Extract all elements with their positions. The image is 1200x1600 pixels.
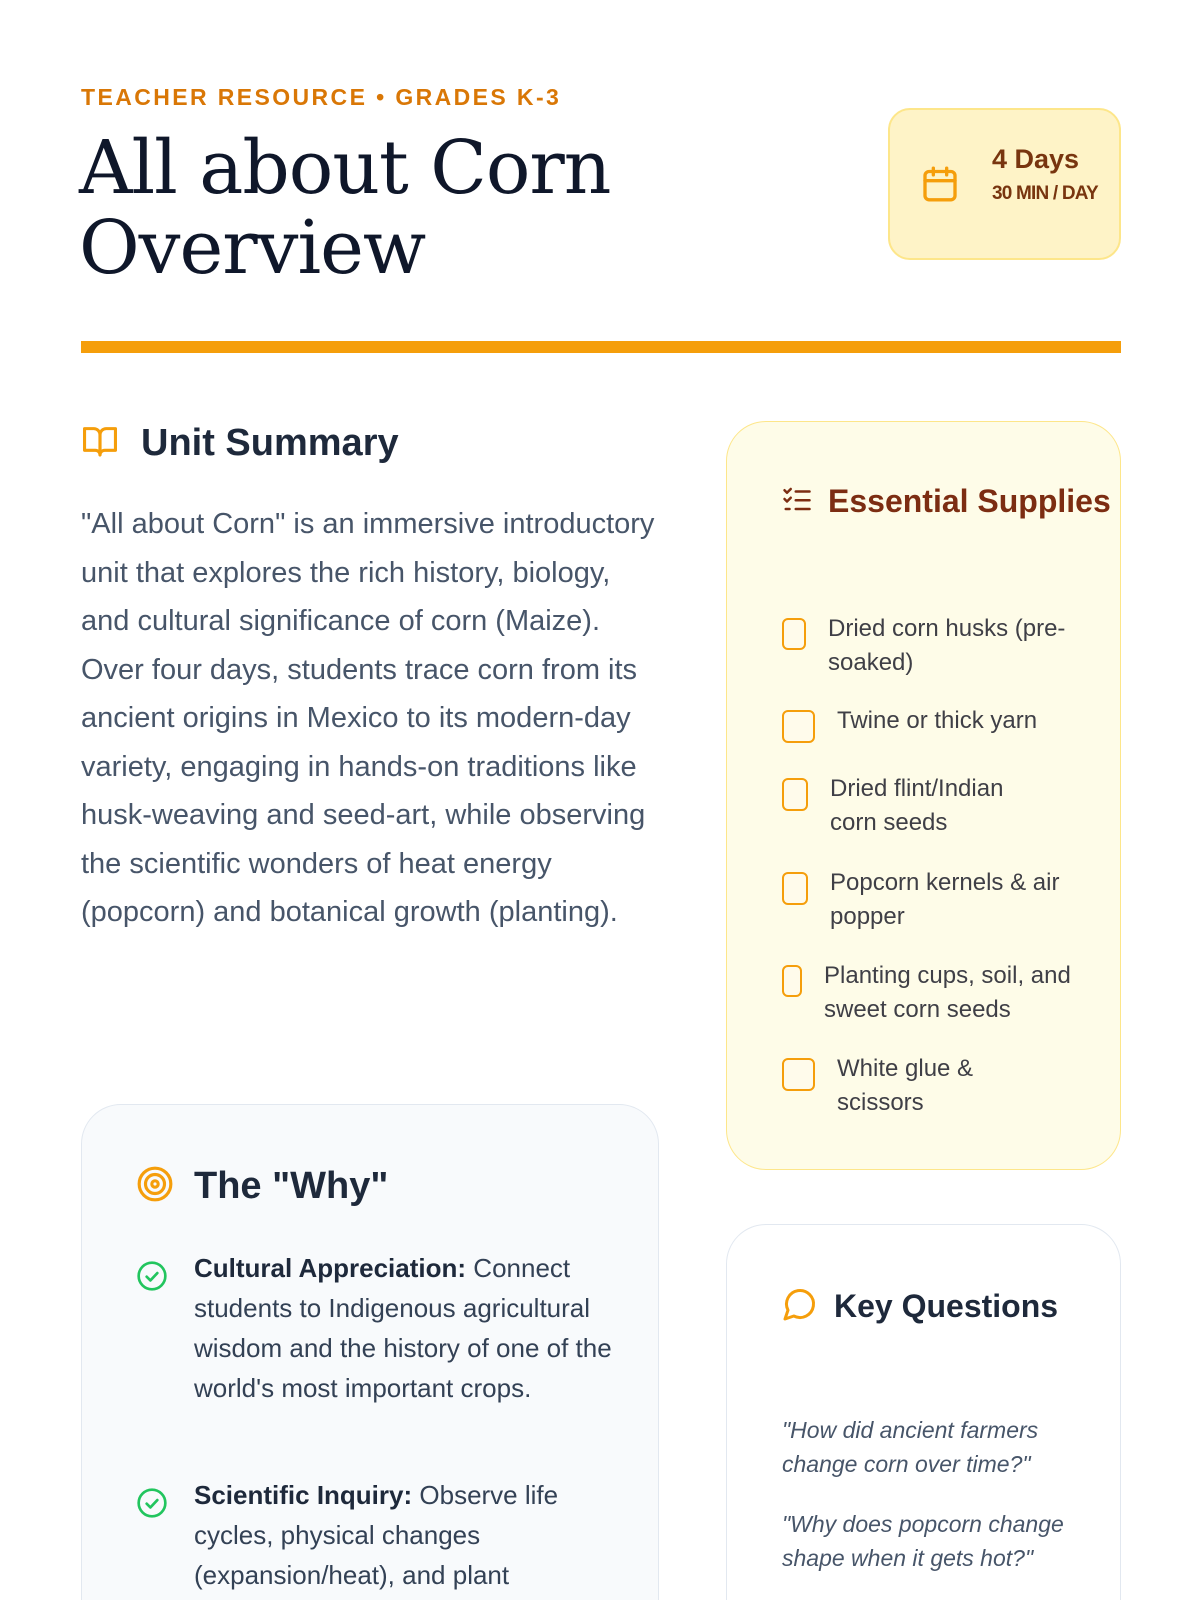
target-icon	[136, 1165, 174, 1208]
why-heading	[136, 1165, 388, 1208]
page-title-line-1: All about Corn	[79, 125, 611, 211]
supply-label: Dried corn husks (pre-soaked)	[828, 615, 1066, 676]
supply-label: Dried flint/Indian corn seeds	[830, 775, 1004, 836]
check-circle-icon	[136, 1487, 168, 1524]
supply-checkbox[interactable]	[782, 618, 806, 650]
supplies-title: Essential Supplies	[828, 483, 1111, 519]
unit-summary-heading	[81, 422, 399, 465]
key-questions-title: Key Questions	[834, 1288, 1059, 1324]
duration-per-day: 30 MIN / DAY	[992, 183, 1098, 204]
key-questions-card	[726, 1224, 1121, 1600]
supplies-card	[726, 421, 1121, 1170]
eyebrow-label: TEACHER RESOURCE • GRADES K-3	[81, 84, 562, 110]
supply-label: Planting cups, soil, and sweet corn seeds	[824, 962, 1071, 1023]
unit-summary-text: "All about Corn" is an immersive introductory unit that explores the rich history, biology, and cultural significance of corn (Maize). Over four days, students trace corn from its ancient origins in Mexico to its modern-day variety, engaging in hands-on traditions like husk-weaving and seed-art, while observing the scientific wonders of heat energy (popcorn) and botanical growth (planting).	[81, 508, 655, 928]
speech-bubble-icon	[782, 1286, 818, 1327]
why-item-label: Scientific Inquiry:	[194, 1480, 413, 1510]
supplies-heading	[782, 478, 1111, 525]
supply-checkbox[interactable]	[782, 965, 802, 997]
why-title: The "Why"	[194, 1165, 389, 1207]
key-question: "How did ancient farmers change corn over time?"	[782, 1417, 1039, 1477]
duration-days: 4 Days	[992, 144, 1080, 174]
why-item-body: Connect students to Indigenous agricultural wisdom and the history of one of the world's most important crops.	[194, 1253, 612, 1403]
supply-checkbox[interactable]	[782, 872, 808, 905]
check-circle-icon	[136, 1260, 168, 1297]
supply-checkbox[interactable]	[782, 710, 815, 743]
why-item-text	[194, 1475, 614, 1595]
duration-badge	[888, 108, 1121, 260]
supply-label: White glue & scissors	[837, 1055, 974, 1116]
page-title	[79, 125, 799, 291]
book-open-icon	[81, 424, 119, 463]
unit-summary-title: Unit Summary	[141, 422, 399, 464]
key-questions-heading	[782, 1283, 1058, 1329]
supply-checkbox[interactable]	[782, 778, 808, 811]
header-divider	[81, 341, 1121, 353]
key-question: "Why does popcorn change shape when it gets hot?"	[782, 1511, 1064, 1571]
why-item-body: Observe life cycles, physical changes (expansion/heat), and plant	[194, 1480, 559, 1590]
why-item-label: Cultural Appreciation:	[194, 1253, 467, 1283]
why-item-text	[194, 1248, 614, 1408]
supply-checkbox[interactable]	[782, 1058, 815, 1091]
calendar-icon	[920, 163, 960, 210]
supply-label: Twine or thick yarn	[837, 707, 1038, 734]
page-title-line-2: Overview	[79, 205, 426, 291]
supply-label: Popcorn kernels & air popper	[830, 869, 1060, 930]
checklist-icon	[782, 485, 812, 518]
why-card	[81, 1104, 659, 1600]
